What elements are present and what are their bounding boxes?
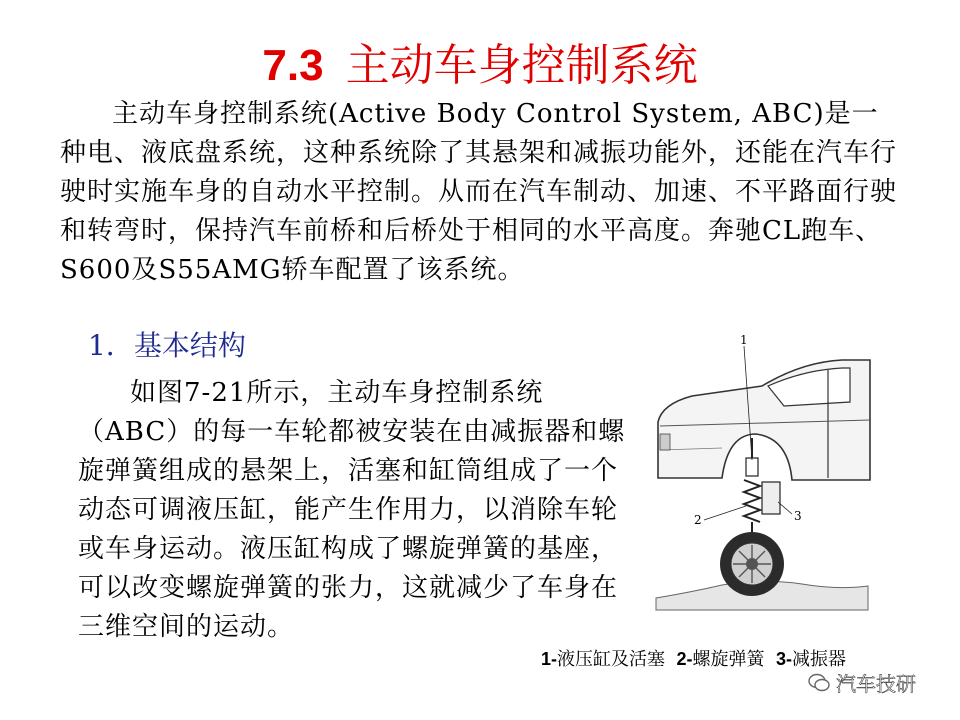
caption-num-1: 1- bbox=[541, 649, 558, 669]
page-title bbox=[0, 38, 960, 94]
figure-label-3: 3 bbox=[794, 509, 802, 523]
shock-absorber bbox=[762, 482, 780, 514]
caption-text-3: 减振器 bbox=[791, 649, 846, 670]
figure-label-2: 2 bbox=[694, 513, 702, 527]
section-title: 基本结构 bbox=[133, 329, 246, 362]
car-window bbox=[768, 368, 850, 406]
caption-text-2: 螺旋弹簧 bbox=[692, 649, 765, 670]
figure-caption bbox=[541, 646, 846, 673]
watermark bbox=[808, 668, 916, 697]
caption-num-2: 2- bbox=[676, 649, 693, 669]
title-text: 主动车身控制系统 bbox=[345, 40, 698, 91]
body-paragraph: 如图7-21所示，主动车身控制系统（ABC）的每一车轮都被安装在由减振器和螺旋弹簧组成的悬架上，活塞和缸筒组成了一个动态可调液压缸，能产生作用力，以消除车轮或车身运动。液压缸构成了螺旋弹簧的基座，可以改变螺旋弹簧的张力，这就减少了车身在三维空间的运动。 bbox=[78, 378, 626, 642]
suspension-figure bbox=[652, 330, 872, 612]
wechat-icon bbox=[808, 672, 830, 694]
hydraulic-cylinder bbox=[746, 458, 758, 476]
section-number: 1． bbox=[88, 329, 134, 362]
tail-light bbox=[660, 434, 670, 450]
intro-paragraph: 主动车身控制系统(Active Body Control System, ABC)是一种电、液底盘系统，这种系统除了其悬架和减振功能外，还能在汽车行驶时实施车身的自动水平控制。从而在汽车制动、加速、不平路面行驶和转弯时，保持汽车前桥和后桥处于相同的水平高度。奔驰CL跑车、S600及S55AMG轿车配置了该系统。 bbox=[60, 99, 898, 285]
watermark-text: 汽车技研 bbox=[836, 672, 916, 696]
coil-spring bbox=[744, 480, 760, 522]
title-number: 7.3 bbox=[262, 41, 324, 90]
figure-label-1: 1 bbox=[740, 333, 748, 347]
caption-num-3: 3- bbox=[775, 649, 792, 669]
caption-text-1: 液压缸及活塞 bbox=[557, 649, 666, 670]
section-heading bbox=[88, 326, 246, 366]
leader-2 bbox=[704, 506, 746, 520]
